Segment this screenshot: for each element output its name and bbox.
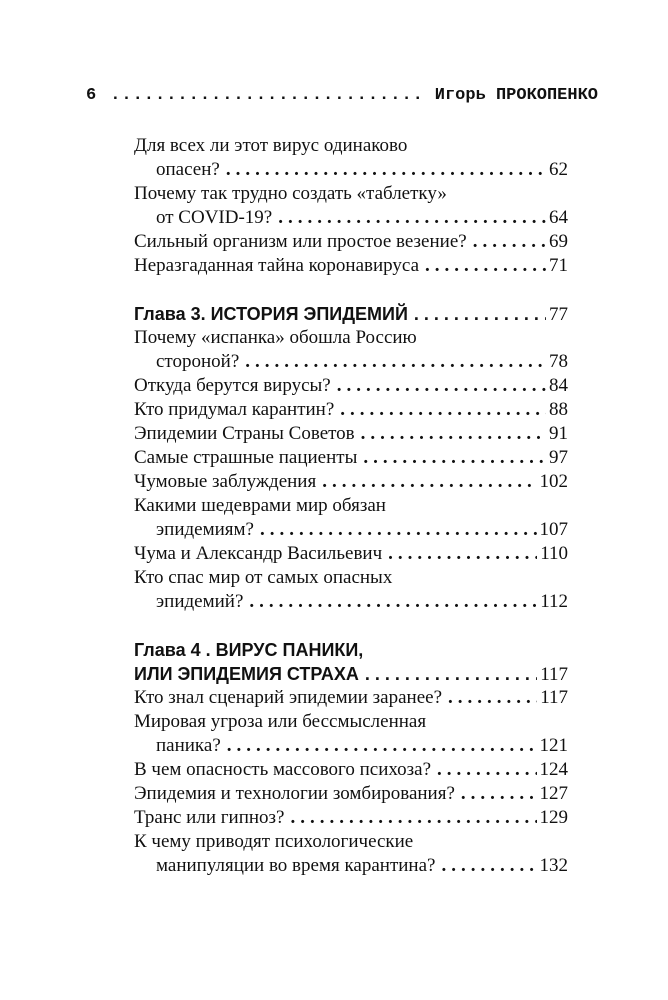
toc-entry: [134, 446, 568, 470]
toc-line: [134, 638, 568, 662]
table-of-contents: [134, 134, 568, 878]
toc-line: [134, 710, 568, 734]
toc-title-text: Неразгаданная тайна коронавируса: [134, 255, 420, 276]
toc-entry: [134, 494, 568, 542]
toc-line: [134, 662, 568, 686]
toc-title-text: Глава 4 . ВИРУС ПАНИКИ,: [134, 640, 364, 660]
toc-line: [134, 734, 568, 758]
toc-line: [134, 374, 568, 398]
toc-leader-dots: [340, 398, 546, 422]
toc-title-text: Глава 3. ИСТОРИЯ ЭПИДЕМИЙ: [134, 304, 408, 324]
running-title: Игорь ПРОКОПЕНКО: [434, 86, 598, 105]
toc-title-text: от COVID-19?: [156, 207, 273, 228]
toc-leader-dots: [322, 470, 536, 494]
toc-leader-dots: [363, 446, 546, 470]
toc-leader-dots: [226, 158, 546, 182]
toc-line: [134, 806, 568, 830]
toc-entry: [134, 230, 568, 254]
toc-entry: [134, 374, 568, 398]
toc-title-text: Транс или гипноз?: [134, 807, 285, 828]
toc-line: [134, 350, 568, 374]
toc-line: [134, 518, 568, 542]
toc-title-text: В чем опасность массового психоза?: [134, 759, 432, 780]
toc-title-text: К чему приводят психологические: [134, 831, 414, 852]
toc-entry: [134, 326, 568, 374]
toc-line: [134, 758, 568, 782]
toc-page-number: 117: [540, 687, 568, 708]
toc-page-number: 132: [539, 855, 568, 876]
toc-page-number: 62: [549, 159, 568, 180]
toc-entry: [134, 542, 568, 566]
toc-page-number: 112: [540, 591, 568, 612]
toc-line: [134, 590, 568, 614]
toc-leader-dots: [441, 854, 536, 878]
toc-page-number: 121: [539, 735, 568, 756]
toc-line: [134, 566, 568, 590]
toc-line: [134, 182, 568, 206]
toc-leader-dots: [461, 782, 537, 806]
toc-title-text: эпидемиям?: [156, 519, 254, 540]
toc-page-number: 78: [549, 351, 568, 372]
toc-page-number: 124: [539, 759, 568, 780]
toc-title-text: Какими шедеврами мир обязан: [134, 495, 386, 516]
toc-leader-dots: [290, 806, 536, 830]
toc-line: [134, 542, 568, 566]
toc-line: [134, 134, 568, 158]
toc-chapter-heading: [134, 638, 568, 686]
toc-line: [134, 446, 568, 470]
toc-entry: [134, 686, 568, 710]
toc-leader-dots: [227, 734, 537, 758]
toc-leader-dots: [414, 302, 546, 326]
toc-leader-dots: [249, 590, 537, 614]
toc-page-number: 102: [539, 471, 568, 492]
toc-title-text: Откуда берутся вирусы?: [134, 375, 331, 396]
toc-page-number: 91: [549, 423, 568, 444]
toc-entry: [134, 134, 568, 182]
toc-entry: [134, 422, 568, 446]
toc-entry: [134, 806, 568, 830]
toc-line: [134, 230, 568, 254]
toc-leader-dots: [260, 518, 537, 542]
toc-line: [134, 326, 568, 350]
toc-entry: [134, 470, 568, 494]
toc-line: [134, 830, 568, 854]
toc-line: [134, 302, 568, 326]
toc-page-number: 77: [549, 304, 568, 325]
chapter-spacer: [134, 614, 568, 638]
toc-title-text: Сильный организм или простое везение?: [134, 231, 467, 252]
toc-entry: [134, 758, 568, 782]
toc-title-text: паника?: [156, 735, 221, 756]
toc-entry: [134, 830, 568, 878]
toc-page-number: 110: [540, 543, 568, 564]
running-header: [86, 86, 598, 112]
toc-entry: [134, 182, 568, 230]
toc-page-number: 69: [549, 231, 568, 252]
toc-leader-dots: [278, 206, 546, 230]
toc-page-number: 97: [549, 447, 568, 468]
toc-title-text: Эпидемии Страны Советов: [134, 423, 355, 444]
toc-line: [134, 854, 568, 878]
toc-leader-dots: [425, 254, 546, 278]
toc-entry: [134, 566, 568, 614]
toc-leader-dots: [388, 542, 537, 566]
toc-title-text: Кто знал сценарий эпидемии заранее?: [134, 687, 443, 708]
toc-title-text: Самые страшные пациенты: [134, 447, 358, 468]
toc-line: [134, 422, 568, 446]
toc-title-text: Чума и Александр Васильевич: [134, 543, 383, 564]
toc-page-number: 84: [549, 375, 568, 396]
toc-title-text: Почему «испанка» обошла Россию: [134, 327, 417, 348]
toc-title-text: Чумовые заблуждения: [134, 471, 317, 492]
toc-entry: [134, 710, 568, 758]
toc-page-number: 107: [539, 519, 568, 540]
toc-leader-dots: [473, 230, 546, 254]
toc-page-number: 71: [549, 255, 568, 276]
header-leader-dots: [110, 86, 427, 105]
toc-title-text: эпидемий?: [156, 591, 244, 612]
toc-title-text: Для всех ли этот вирус одинаково: [134, 135, 408, 156]
toc-line: [134, 158, 568, 182]
toc-line: [134, 254, 568, 278]
toc-entry: [134, 254, 568, 278]
toc-chapter-heading: [134, 302, 568, 326]
toc-leader-dots: [448, 686, 537, 710]
toc-leader-dots: [337, 374, 546, 398]
toc-leader-dots: [437, 758, 536, 782]
toc-line: [134, 470, 568, 494]
chapter-spacer: [134, 278, 568, 302]
toc-title-text: манипуляции во время карантина?: [156, 855, 436, 876]
toc-line: [134, 206, 568, 230]
toc-title-text: Кто придумал карантин?: [134, 399, 335, 420]
toc-page-number: 88: [549, 399, 568, 420]
toc-title-text: стороной?: [156, 351, 240, 372]
toc-line: [134, 494, 568, 518]
toc-title-text: опасен?: [156, 159, 220, 180]
toc-page-number: 129: [539, 807, 568, 828]
toc-title-text: Эпидемия и технологии зомбирования?: [134, 783, 455, 804]
toc-page-number: 127: [539, 783, 568, 804]
toc-leader-dots: [361, 422, 546, 446]
toc-page-number: 64: [549, 207, 568, 228]
toc-line: [134, 782, 568, 806]
toc-page-number: 117: [540, 664, 568, 685]
page-number: 6: [86, 86, 97, 105]
toc-title-text: Почему так трудно создать «таблетку»: [134, 183, 447, 204]
toc-leader-dots: [245, 350, 546, 374]
toc-title-text: ИЛИ ЭПИДЕМИЯ СТРАХА: [134, 664, 359, 684]
toc-leader-dots: [365, 662, 537, 686]
toc-title-text: Мировая угроза или бессмысленная: [134, 711, 427, 732]
toc-entry: [134, 782, 568, 806]
toc-entry: [134, 398, 568, 422]
toc-line: [134, 398, 568, 422]
toc-line: [134, 686, 568, 710]
toc-title-text: Кто спас мир от самых опасных: [134, 567, 393, 588]
